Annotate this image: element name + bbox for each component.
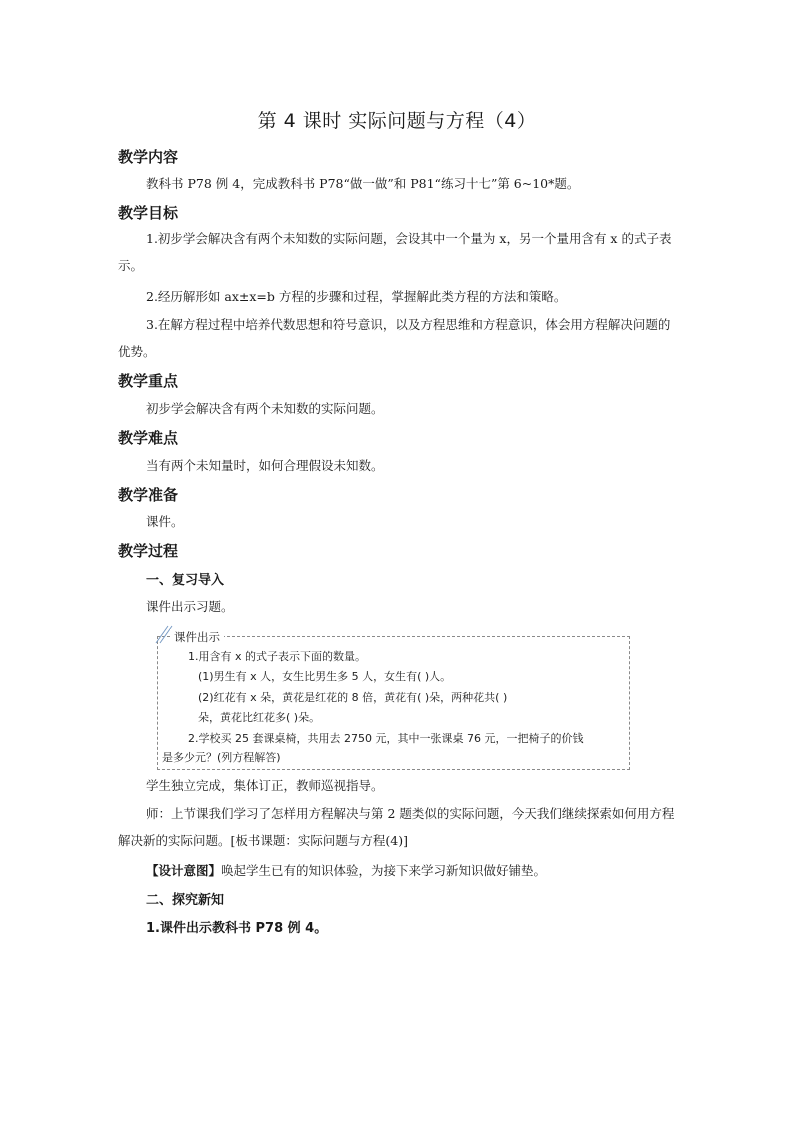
key-text: 初步学会解决含有两个未知数的实际问题。 <box>146 401 384 416</box>
part2-step1: 1.课件出示教科书 P78 例 4。 <box>146 921 328 936</box>
heading-prep: 教学准备 <box>118 486 179 504</box>
heading-goals: 教学目标 <box>118 204 179 222</box>
courseware-box <box>157 630 630 770</box>
goal-item-3: 3.在解方程过程中培养代数思想和符号意识，以及方程思维和方程意识，体会用方程解决问题的优势。 <box>118 317 671 359</box>
courseware-label: 课件出示 <box>170 629 224 645</box>
heading-process: 教学过程 <box>118 542 179 560</box>
box-line-4: 朵，黄花比红花多( )朵。 <box>198 711 321 724</box>
box-line-2: (1)男生有 x 人，女生比男生多 5 人，女生有( )人。 <box>198 670 452 683</box>
box-line-1: 1.用含有 x 的式子表示下面的数量。 <box>188 650 366 663</box>
part1-title: 一、复习导入 <box>146 573 225 588</box>
part2-title: 二、探究新知 <box>146 893 225 908</box>
heading-content: 教学内容 <box>118 148 179 166</box>
prep-text: 课件。 <box>146 514 184 529</box>
lesson-title: 第 4 课时 实际问题与方程（4） <box>257 110 537 132</box>
heading-key: 教学重点 <box>118 372 179 390</box>
goal-item-1: 1.初步学会解决含有两个未知数的实际问题，会设其中一个量为 x，另一个量用含有 x 的式子表示。 <box>118 231 672 273</box>
heading-difficulty: 教学难点 <box>118 429 179 447</box>
teacher-text: 师：上节课我们学习了怎样用方程解决与第 2 题类似的实际问题，今天我们继续探索如何用方程解决新的实际问题。[板书课题：实际问题与方程(4)] <box>118 806 675 848</box>
design-intent <box>146 857 686 884</box>
after-box-text: 学生独立完成，集体订正，教师巡视指导。 <box>146 778 384 793</box>
box-line-5: 2.学校买 25 套课桌椅，共用去 2750 元，其中一张课桌 76 元，一把椅子的价钱 <box>188 732 584 745</box>
box-line-6: 是多少元？(列方程解答) <box>162 751 281 764</box>
goal-item-2: 2.经历解形如 ax±x=b 方程的步骤和过程，掌握解此类方程的方法和策略。 <box>146 289 567 304</box>
design-intent-text: 唤起学生已有的知识体验，为接下来学习新知识做好铺垫。 <box>221 863 547 878</box>
design-intent-label: 【设计意图】 <box>146 863 222 878</box>
part1-intro: 课件出示习题。 <box>146 599 234 614</box>
box-line-3: (2)红花有 x 朵，黄花是红花的 8 倍，黄花有( )朵，两种花共( ) <box>198 691 508 704</box>
content-text: 教科书 P78 例 4，完成教科书 P78“做一做”和 P81“练习十七”第 6~10*题。 <box>146 176 580 191</box>
difficulty-text: 当有两个未知量时，如何合理假设未知数。 <box>146 458 384 473</box>
